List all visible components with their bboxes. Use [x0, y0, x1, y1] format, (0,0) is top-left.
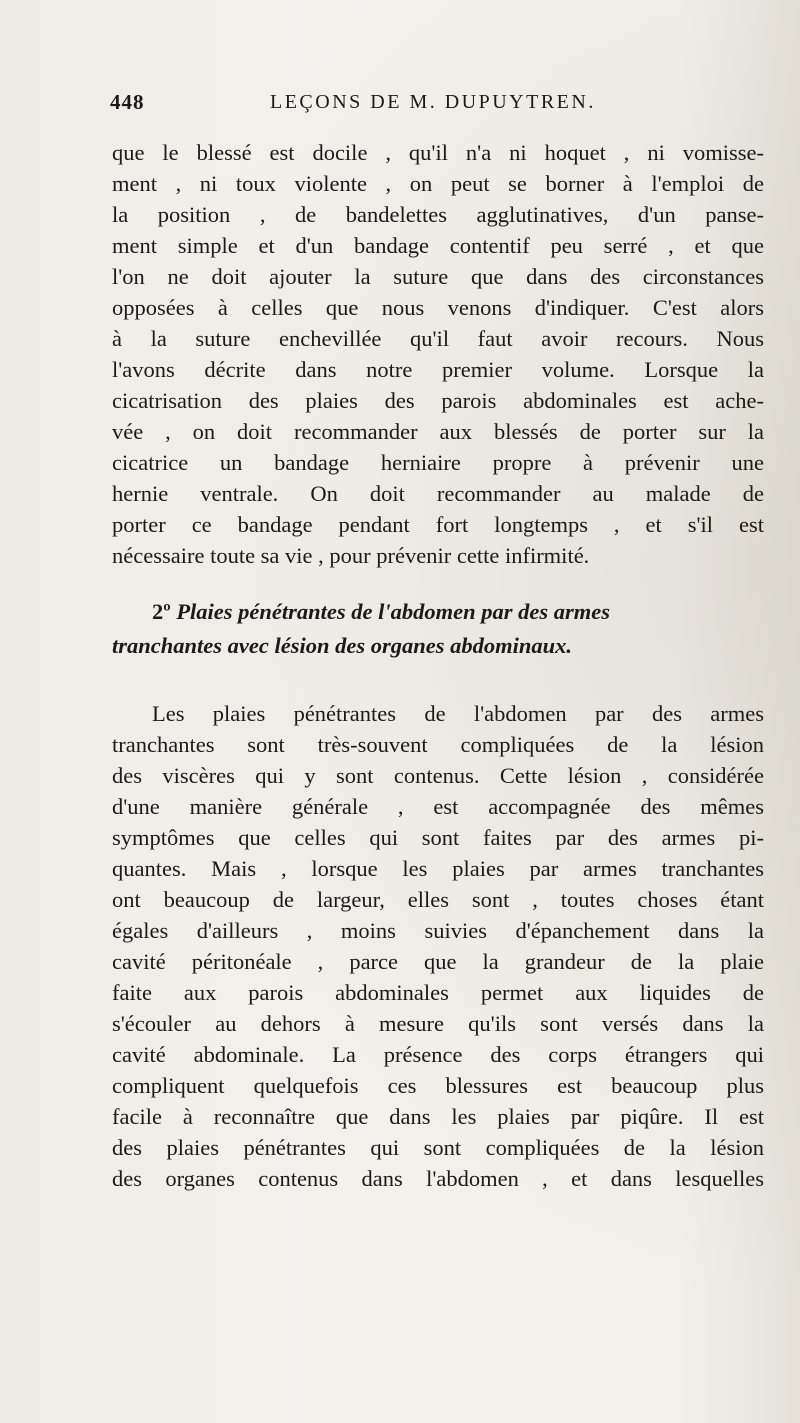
text-line: facile à reconnaître que dans les plaies par piqûre. Il est: [112, 1104, 764, 1129]
text-line: ment , ni toux violente , on peut se borner à l'emploi de: [112, 171, 764, 196]
text-line: symptômes que celles qui sont faites par des armes pi-: [112, 825, 764, 850]
text-line: cicatrisation des plaies des parois abdominales est ache-: [112, 388, 764, 413]
text-line: vée , on doit recommander aux blessés de porter sur la: [112, 419, 764, 444]
text-line: hernie ventrale. On doit recommander au malade de: [112, 481, 764, 506]
page-number: 448: [110, 90, 145, 114]
text-line: Les plaies pénétrantes de l'abdomen par des armes: [152, 701, 764, 726]
section-title-line-1: Plaies pénétrantes de l'abdomen par des armes: [176, 599, 611, 624]
text-line: que le blessé est docile , qu'il n'a ni hoquet , ni vomisse-: [112, 140, 764, 165]
section-number: 2º: [152, 599, 171, 624]
text-line: opposées à celles que nous venons d'indiquer. C'est alors: [112, 295, 764, 320]
text-line: compliquent quelquefois ces blessures est beaucoup plus: [112, 1073, 764, 1098]
text-line: ont beaucoup de largeur, elles sont , toutes choses étant: [112, 887, 764, 912]
text-line: des plaies pénétrantes qui sont compliquées de la lésion: [112, 1135, 764, 1160]
text-line: l'avons décrite dans notre premier volume. Lorsque la: [112, 357, 764, 382]
text-line: à la suture enchevillée qu'il faut avoir recours. Nous: [112, 326, 764, 351]
page-header: [110, 90, 770, 120]
text-line: nécessaire toute sa vie , pour prévenir cette infirmité.: [112, 543, 590, 568]
text-line: la position , de bandelettes agglutinatives, d'un panse-: [112, 202, 764, 227]
text-line: s'écouler au dehors à mesure qu'ils sont versés dans la: [112, 1011, 764, 1036]
section-title-line-2: tranchantes avec lésion des organes abdominaux.: [112, 633, 573, 658]
text-line: égales d'ailleurs , moins suivies d'épanchement dans la: [112, 918, 764, 943]
text-line: porter ce bandage pendant fort longtemps , et s'il est: [112, 512, 764, 537]
text-line: l'on ne doit ajouter la suture que dans des circonstances: [112, 264, 764, 289]
text-line: faite aux parois abdominales permet aux liquides de: [112, 980, 764, 1005]
text-line: cavité abdominale. La présence des corps étrangers qui: [112, 1042, 764, 1067]
running-head: LEÇONS DE M. DUPUYTREN.: [270, 91, 596, 113]
text-line: ment simple et d'un bandage contentif peu serré , et que: [112, 233, 764, 258]
text-line: cicatrice un bandage herniaire propre à prévenir une: [112, 450, 764, 475]
text-line: d'une manière générale , est accompagnée des mêmes: [112, 794, 764, 819]
text-line: cavité péritonéale , parce que la grandeur de la plaie: [112, 949, 764, 974]
section-heading-line-1: [152, 598, 610, 626]
text-line: des organes contenus dans l'abdomen , et dans lesquelles: [112, 1166, 764, 1191]
text-line: quantes. Mais , lorsque les plaies par armes tranchantes: [112, 856, 764, 881]
text-line: tranchantes sont très-souvent compliquées de la lésion: [112, 732, 764, 757]
text-line: des viscères qui y sont contenus. Cette lésion , considérée: [112, 763, 764, 788]
